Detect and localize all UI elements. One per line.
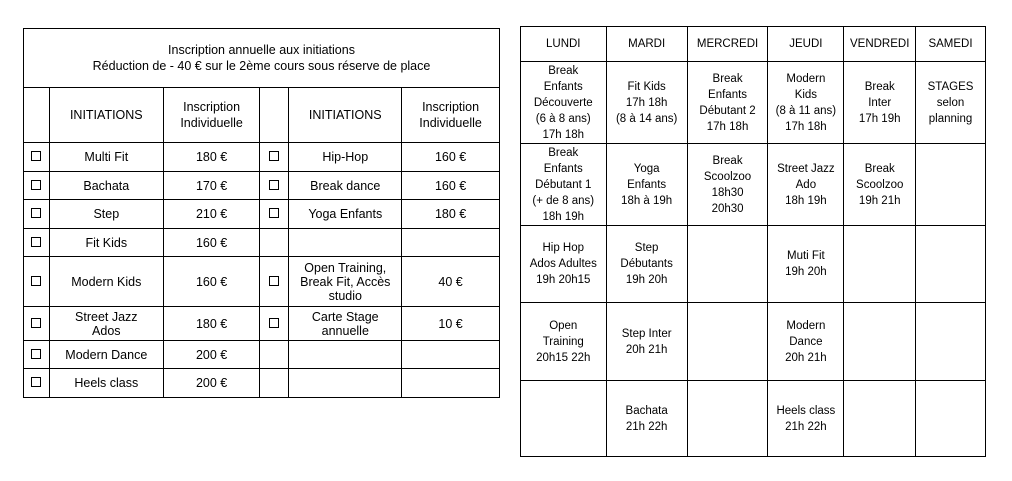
day-header: LUNDI	[521, 27, 607, 62]
initiation-name: Modern Kids	[49, 257, 163, 307]
class-slot: Open Training 20h15 22h	[521, 303, 607, 381]
class-slot: Step Inter 20h 21h	[606, 303, 687, 381]
initiation-price	[402, 369, 500, 398]
class-slot: Break Enfants Débutant 1 (+ de 8 ans) 18h 19h	[521, 144, 607, 226]
class-slot: Street Jazz Ado 18h 19h	[768, 144, 844, 226]
class-slot	[916, 381, 986, 457]
pricing-title-line1: Inscription annuelle aux initiations	[168, 43, 355, 57]
initiation-price: 170 €	[163, 172, 260, 200]
checkbox-cell-right[interactable]	[260, 257, 289, 307]
checkbox-left-7[interactable]	[31, 377, 41, 387]
checkbox-cell-right	[260, 369, 289, 398]
header-price-line2: Individuelle	[419, 116, 482, 130]
class-slot: Break Enfants Découverte (6 à 8 ans) 17h 18h	[521, 62, 607, 144]
initiation-price: 200 €	[163, 341, 260, 369]
initiation-name: Carte Stage annuelle	[289, 307, 402, 341]
schedule-row	[521, 144, 986, 226]
initiation-name	[289, 341, 402, 369]
initiation-price: 160 €	[163, 257, 260, 307]
price-row	[24, 369, 500, 398]
class-slot: STAGES selon planning	[916, 62, 986, 144]
checkbox-right-2[interactable]	[269, 208, 279, 218]
class-slot: Muti Fit 19h 20h	[768, 226, 844, 303]
checkbox-cell-right[interactable]	[260, 200, 289, 229]
class-slot	[844, 303, 916, 381]
header-price-line1: Inscription	[183, 100, 241, 114]
initiation-price	[402, 229, 500, 257]
checkbox-cell-right	[260, 229, 289, 257]
day-header: SAMEDI	[916, 27, 986, 62]
initiation-price: 180 €	[402, 200, 500, 229]
day-header: JEUDI	[768, 27, 844, 62]
checkbox-cell-left[interactable]	[24, 172, 50, 200]
price-row	[24, 257, 500, 307]
class-slot	[916, 226, 986, 303]
checkbox-left-6[interactable]	[31, 349, 41, 359]
price-row	[24, 229, 500, 257]
checkbox-cell-left[interactable]	[24, 341, 50, 369]
schedule-row	[521, 303, 986, 381]
initiation-price: 200 €	[163, 369, 260, 398]
checkbox-left-1[interactable]	[31, 180, 41, 190]
checkbox-right-0[interactable]	[269, 151, 279, 161]
initiation-name: Open Training, Break Fit, Accès studio	[289, 257, 402, 307]
initiation-price: 10 €	[402, 307, 500, 341]
schedule-row	[521, 226, 986, 303]
initiation-name: Street Jazz Ados	[49, 307, 163, 341]
checkbox-cell-left[interactable]	[24, 369, 50, 398]
price-row	[24, 307, 500, 341]
checkbox-right-4[interactable]	[269, 276, 279, 286]
class-slot	[687, 226, 768, 303]
class-slot: Break Enfants Débutant 2 17h 18h	[687, 62, 768, 144]
class-slot: Yoga Enfants 18h à 19h	[606, 144, 687, 226]
class-slot	[916, 303, 986, 381]
price-row	[24, 200, 500, 229]
initiation-price: 210 €	[163, 200, 260, 229]
class-slot: Break Inter 17h 19h	[844, 62, 916, 144]
price-row	[24, 172, 500, 200]
initiation-price: 40 €	[402, 257, 500, 307]
initiation-name: Hip-Hop	[289, 143, 402, 172]
day-header: MERCREDI	[687, 27, 768, 62]
initiation-name: Heels class	[49, 369, 163, 398]
initiation-price	[402, 341, 500, 369]
checkbox-left-2[interactable]	[31, 208, 41, 218]
checkbox-cell-right	[260, 341, 289, 369]
class-slot	[687, 303, 768, 381]
day-header: MARDI	[606, 27, 687, 62]
initiation-price: 160 €	[163, 229, 260, 257]
initiation-price: 180 €	[163, 143, 260, 172]
checkbox-cell-right[interactable]	[260, 307, 289, 341]
initiation-name: Break dance	[289, 172, 402, 200]
initiation-name	[289, 369, 402, 398]
initiation-price: 160 €	[402, 143, 500, 172]
pricing-title	[24, 29, 500, 88]
day-header: VENDREDI	[844, 27, 916, 62]
initiation-name: Fit Kids	[49, 229, 163, 257]
class-slot: Hip Hop Ados Adultes 19h 20h15	[521, 226, 607, 303]
class-slot: Modern Kids (8 à 11 ans) 17h 18h	[768, 62, 844, 144]
initiation-name: Yoga Enfants	[289, 200, 402, 229]
class-slot	[916, 144, 986, 226]
checkbox-cell-left[interactable]	[24, 229, 50, 257]
class-slot: Break Scoolzoo 19h 21h	[844, 144, 916, 226]
checkbox-right-1[interactable]	[269, 180, 279, 190]
schedule-row	[521, 62, 986, 144]
checkbox-right-5[interactable]	[269, 318, 279, 328]
class-slot	[844, 381, 916, 457]
header-price-right	[402, 88, 500, 143]
checkbox-cell-right[interactable]	[260, 143, 289, 172]
class-slot: Break Scoolzoo 18h30 20h30	[687, 144, 768, 226]
initiation-name: Modern Dance	[49, 341, 163, 369]
header-price-line2: Individuelle	[180, 116, 243, 130]
class-slot: Step Débutants 19h 20h	[606, 226, 687, 303]
class-slot	[521, 381, 607, 457]
schedule-table	[520, 26, 986, 457]
class-slot: Bachata 21h 22h	[606, 381, 687, 457]
header-price-left	[163, 88, 260, 143]
class-slot: Modern Dance 20h 21h	[768, 303, 844, 381]
class-slot	[687, 381, 768, 457]
price-row	[24, 143, 500, 172]
initiation-name	[289, 229, 402, 257]
checkbox-cell-left[interactable]	[24, 200, 50, 229]
initiation-price: 180 €	[163, 307, 260, 341]
class-slot	[844, 226, 916, 303]
header-price-line1: Inscription	[422, 100, 480, 114]
header-checkbox-col	[260, 88, 289, 143]
header-initiations-right: INITIATIONS	[289, 88, 402, 143]
checkbox-cell-left[interactable]	[24, 307, 50, 341]
initiation-price: 160 €	[402, 172, 500, 200]
initiation-name: Bachata	[49, 172, 163, 200]
checkbox-left-0[interactable]	[31, 151, 41, 161]
checkbox-left-3[interactable]	[31, 237, 41, 247]
checkbox-left-5[interactable]	[31, 318, 41, 328]
checkbox-cell-right[interactable]	[260, 172, 289, 200]
pricing-title-line2: Réduction de - 40 € sur le 2ème cours sous réserve de place	[92, 59, 431, 73]
checkbox-cell-left[interactable]	[24, 257, 50, 307]
schedule-header	[521, 27, 986, 62]
initiation-name: Step	[49, 200, 163, 229]
checkbox-left-4[interactable]	[31, 276, 41, 286]
header-initiations-left: INITIATIONS	[49, 88, 163, 143]
checkbox-cell-left[interactable]	[24, 143, 50, 172]
schedule-row	[521, 381, 986, 457]
pricing-table	[23, 28, 500, 398]
class-slot: Fit Kids 17h 18h (8 à 14 ans)	[606, 62, 687, 144]
header-checkbox-col	[24, 88, 50, 143]
class-slot: Heels class 21h 22h	[768, 381, 844, 457]
initiation-name: Multi Fit	[49, 143, 163, 172]
price-row	[24, 341, 500, 369]
